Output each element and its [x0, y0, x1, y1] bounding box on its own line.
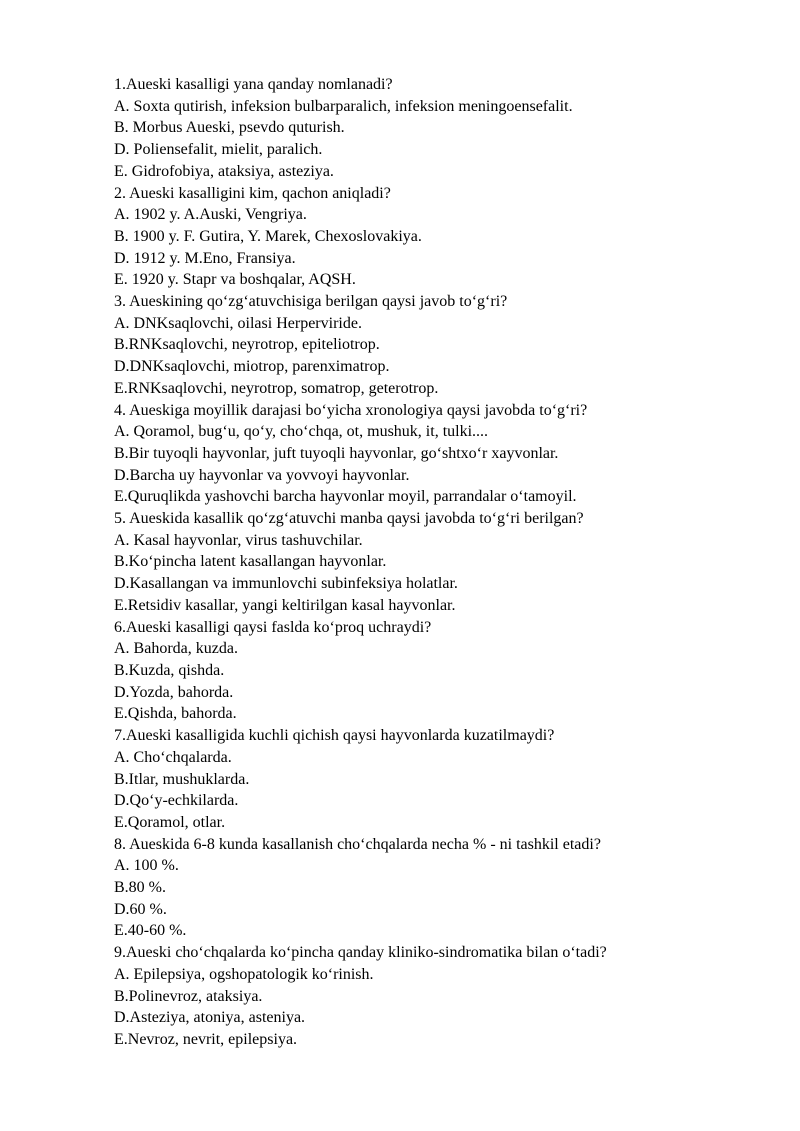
- answer-option: B.Polinevroz, ataksiya.: [114, 987, 263, 1005]
- question-text: 6.Aueski kasalligi qaysi faslda ko‘proq uchraydi?: [114, 618, 432, 636]
- answer-option: E. 1920 y. Stapr va boshqalar, AQSH.: [114, 271, 356, 289]
- answer-option: B. Morbus Aueski, psevdo quturish.: [114, 119, 345, 137]
- answer-option: A. DNKsaqlovchi, oilasi Herperviride.: [114, 314, 362, 332]
- answer-option: A. Qoramol, bug‘u, qo‘y, cho‘chqa, ot, mushuk, it, tulki....: [114, 423, 489, 441]
- answer-option: A. Kasal hayvonlar, virus tashuvchilar.: [114, 531, 363, 549]
- answer-option: E.Qishda, bahorda.: [114, 705, 237, 723]
- question-text: 4. Aueskiga moyillik darajasi bo‘yicha xronologiya qaysi javobda to‘g‘ri?: [114, 401, 588, 419]
- question-text: 1.Aueski kasalligi yana qanday nomlanadi?: [114, 76, 393, 93]
- answer-option: E.Retsidiv kasallar, yangi keltirilgan kasal hayvonlar.: [114, 596, 456, 614]
- question-block: [114, 942, 774, 1051]
- answer-option: B.Kuzda, qishda.: [114, 661, 225, 679]
- answer-option: E.RNKsaqlovchi, neyrotrop, somatrop, geterotrop.: [114, 379, 439, 397]
- question-block: [114, 400, 774, 509]
- answer-option: E.Quruqlikda yashovchi barcha hayvonlar moyil, parrandalar o‘tamoyil.: [114, 488, 577, 506]
- question-block: [114, 834, 774, 943]
- document-page: [114, 74, 774, 1051]
- answer-option: A. Bahorda, kuzda.: [114, 640, 238, 658]
- question-text: 5. Aueskida kasallik qo‘zg‘atuvchi manba qaysi javobda to‘g‘ri berilgan?: [114, 510, 584, 528]
- answer-option: E. Gidrofobiya, ataksiya, asteziya.: [114, 162, 334, 180]
- answer-option: D.60 %.: [114, 900, 167, 918]
- question-text: 8. Aueskida 6-8 kunda kasallanish cho‘chqalarda necha % - ni tashkil etadi?: [114, 835, 601, 853]
- answer-option: E.Qoramol, otlar.: [114, 813, 226, 831]
- question-block: [114, 617, 774, 726]
- answer-option: A. Soxta qutirish, infeksion bulbarparalich, infeksion meningoensefalit.: [114, 97, 573, 115]
- answer-option: A. 1902 y. A.Auski, Vengriya.: [114, 206, 307, 224]
- answer-option: B. 1900 y. F. Gutira, Y. Marek, Chexoslovakiya.: [114, 227, 422, 245]
- answer-option: D.Qo‘y-echkilarda.: [114, 792, 239, 810]
- answer-option: D.Barcha uy hayvonlar va yovvoyi hayvonlar.: [114, 466, 410, 484]
- answer-option: D.Yozda, bahorda.: [114, 683, 234, 701]
- answer-option: A. Cho‘chqalarda.: [114, 748, 232, 766]
- question-block: [114, 74, 774, 183]
- question-block: [114, 508, 774, 617]
- answer-option: B.Itlar, mushuklarda.: [114, 770, 250, 788]
- answer-option: B.Ko‘pincha latent kasallangan hayvonlar.: [114, 553, 387, 571]
- answer-option: D. 1912 y. M.Eno, Fransiya.: [114, 249, 296, 267]
- answer-option: E.Nevroz, nevrit, epilepsiya.: [114, 1030, 298, 1048]
- answer-option: E.40-60 %.: [114, 922, 187, 940]
- question-block: [114, 291, 774, 400]
- answer-option: B.80 %.: [114, 879, 166, 897]
- question-block: [114, 725, 774, 834]
- question-text: 9.Aueski cho‘chqalarda ko‘pincha qanday kliniko-sindromatika bilan o‘tadi?: [114, 944, 607, 962]
- answer-option: D.DNKsaqlovchi, miotrop, parenximatrop.: [114, 358, 390, 376]
- question-block: [114, 183, 774, 292]
- question-text: 3. Aueskining qo‘zg‘atuvchisiga berilgan qaysi javob to‘g‘ri?: [114, 293, 508, 311]
- answer-option: D.Kasallangan va immunlovchi subinfeksiya holatlar.: [114, 575, 458, 593]
- answer-option: B.Bir tuyoqli hayvonlar, juft tuyoqli hayvonlar, go‘shtxo‘r xayvonlar.: [114, 444, 559, 462]
- answer-option: D. Poliensefalit, mielit, paralich.: [114, 141, 323, 159]
- question-text: 7.Aueski kasalligida kuchli qichish qaysi hayvonlarda kuzatilmaydi?: [114, 727, 555, 745]
- answer-option: A. 100 %.: [114, 857, 179, 875]
- answer-option: B.RNKsaqlovchi, neyrotrop, epiteliotrop.: [114, 336, 380, 354]
- question-text: 2. Aueski kasalligini kim, qachon aniqladi?: [114, 184, 391, 202]
- answer-option: A. Epilepsiya, ogshopatologik ko‘rinish.: [114, 965, 374, 983]
- answer-option: D.Asteziya, atoniya, asteniya.: [114, 1009, 306, 1027]
